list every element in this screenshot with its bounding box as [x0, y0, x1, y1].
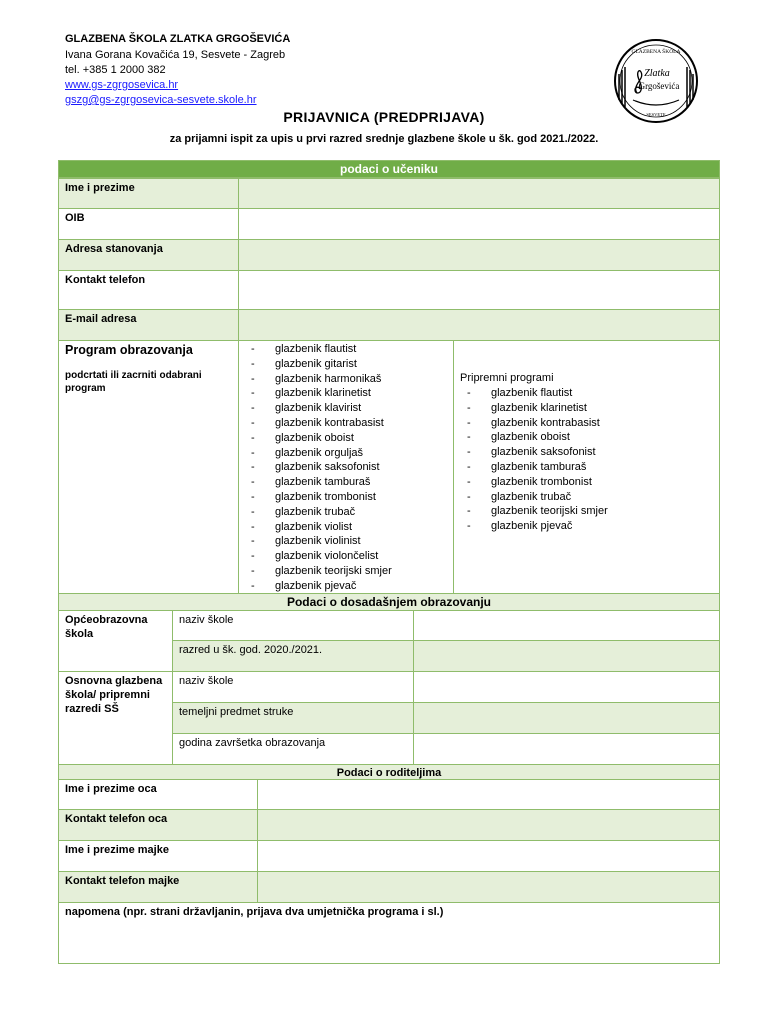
school-address: Ivana Gorana Kovačića 19, Sesvete - Zagreb	[65, 49, 286, 61]
bullet-dash: -	[251, 387, 255, 400]
general-school-label: Općeobrazovna škola	[58, 610, 173, 672]
bullet-dash: -	[467, 446, 471, 459]
prep-program-cell	[453, 340, 720, 594]
mother-phone-label: Kontakt telefon majke	[58, 871, 258, 903]
bullet-dash: -	[251, 416, 255, 429]
program-option-label: glazbenik tamburaš	[491, 460, 587, 473]
logo-name-line1: Zlatka	[644, 68, 670, 79]
oib-field[interactable]	[238, 208, 720, 240]
education-section-heading: Podaci o dosadašnjem obrazovanju	[58, 593, 720, 611]
general-school-name-label: naziv škole	[172, 610, 414, 641]
bullet-dash: -	[251, 357, 255, 370]
program-option-label: glazbenik teorijski smjer	[491, 505, 608, 518]
mother-phone-field[interactable]	[257, 871, 720, 903]
bullet-dash: -	[467, 387, 471, 399]
program-option-label: glazbenik saksofonist	[275, 461, 380, 474]
bullet-dash: -	[251, 520, 255, 533]
bullet-dash: -	[251, 490, 255, 503]
program-option-label: glazbenik harmonikaš	[275, 372, 382, 385]
bullet-dash: -	[251, 505, 255, 518]
general-school-grade-field[interactable]	[413, 640, 720, 672]
program-option-label: glazbenik flautist	[491, 387, 573, 399]
program-option-label: glazbenik trubač	[491, 490, 572, 503]
program-option-label: glazbenik orguljaš	[275, 446, 364, 459]
bullet-dash: -	[467, 431, 471, 444]
prep-heading: Pripremni programi	[460, 372, 554, 384]
mother-name-field[interactable]	[257, 840, 720, 872]
main-subject-field[interactable]	[413, 702, 720, 734]
program-option-label: glazbenik kontrabasist	[275, 416, 384, 429]
bullet-dash: -	[467, 520, 471, 533]
bullet-dash: -	[251, 446, 255, 459]
program-option-label: glazbenik teorijski smjer	[275, 564, 392, 577]
father-phone-field[interactable]	[257, 809, 720, 841]
bullet-dash: -	[251, 372, 255, 385]
note-label: napomena (npr. strani državljanin, prijava dva umjetnička programa i sl.)	[65, 906, 444, 918]
bullet-dash: -	[467, 490, 471, 503]
phone-field[interactable]	[238, 270, 720, 310]
program-hint: podcrtati ili zacrniti odabrani program	[65, 370, 202, 394]
bullet-dash: -	[251, 564, 255, 577]
bullet-dash: -	[251, 535, 255, 548]
school-name: GLAZBENA ŠKOLA ZLATKA GRGOŠEVIĆA	[65, 33, 291, 45]
email-label: E-mail adresa	[58, 309, 239, 341]
year-completed-label: godina završetka obrazovanja	[172, 733, 414, 765]
bullet-dash: -	[467, 460, 471, 473]
bullet-dash: -	[251, 550, 255, 563]
address-field[interactable]	[238, 239, 720, 271]
program-option-label: glazbenik trombonist	[275, 490, 376, 503]
program-option-label: glazbenik oboist	[275, 431, 354, 444]
general-school-name-field[interactable]	[413, 610, 720, 641]
program-option-label: glazbenik klarinetist	[275, 387, 371, 400]
form-subtitle: za prijamni ispit za upis u prvi razred srednje glazbene škole u šk. god 2021./2022.	[169, 133, 599, 145]
year-completed-field[interactable]	[413, 733, 720, 765]
program-option-label: glazbenik klarinetist	[491, 401, 587, 414]
oib-label: OIB	[58, 208, 239, 240]
logo-name-line2: Grgoševića	[638, 81, 680, 91]
email-link[interactable]: gszg@gs-zgrgosevica-sesvete.skole.hr	[65, 94, 257, 106]
website-link[interactable]: www.gs-zgrgosevica.hr	[65, 79, 179, 91]
program-label: Program obrazovanja	[65, 343, 193, 357]
bullet-dash: -	[251, 343, 255, 355]
music-school-label: Osnovna glazbena škola/ pripremni razredi SŠ	[58, 671, 173, 765]
bullet-dash: -	[251, 579, 255, 592]
bullet-dash: -	[467, 416, 471, 429]
program-option-label: glazbenik klavirist	[275, 402, 362, 415]
program-option-label: glazbenik pjevač	[275, 579, 357, 592]
parents-section-heading: Podaci o roditeljima	[58, 764, 720, 780]
program-option-label: glazbenik trubač	[275, 505, 356, 518]
bullet-dash: -	[251, 402, 255, 415]
phone-label: Kontakt telefon	[58, 270, 239, 310]
bullet-dash: -	[251, 431, 255, 444]
father-name-field[interactable]	[257, 779, 720, 810]
form-title: PRIJAVNICA (PREDPRIJAVA)	[283, 109, 485, 125]
bullet-dash: -	[467, 401, 471, 414]
name-field[interactable]	[238, 178, 720, 209]
program-option-label: glazbenik kontrabasist	[491, 416, 600, 429]
music-school-name-label: naziv škole	[172, 671, 414, 703]
program-option-label: glazbenik tamburaš	[275, 476, 371, 489]
email-field[interactable]	[238, 309, 720, 341]
program-option-label: glazbenik pjevač	[491, 520, 573, 533]
bullet-dash: -	[251, 476, 255, 489]
program-option-label: glazbenik oboist	[491, 431, 570, 444]
father-phone-label: Kontakt telefon oca	[58, 809, 258, 841]
logo-bottom-text: SESVETE	[646, 112, 666, 117]
program-option-label: glazbenik violinist	[275, 535, 361, 548]
mother-name-label: Ime i prezime majke	[58, 840, 258, 872]
address-label: Adresa stanovanja	[58, 239, 239, 271]
bullet-dash: -	[467, 505, 471, 518]
program-option-label: glazbenik saksofonist	[491, 446, 596, 459]
bullet-dash: -	[251, 461, 255, 474]
general-school-grade-label: razred u šk. god. 2020./2021.	[172, 640, 414, 672]
music-school-name-field[interactable]	[413, 671, 720, 703]
student-section-heading: podaci o učeniku	[58, 160, 720, 178]
program-list-cell	[238, 340, 454, 594]
main-subject-label: temeljni predmet struke	[172, 702, 414, 734]
bullet-dash: -	[467, 475, 471, 488]
program-label-cell	[58, 340, 239, 594]
school-phone: tel. +385 1 2000 382	[65, 64, 166, 76]
program-option-label: glazbenik trombonist	[491, 475, 592, 488]
father-name-label: Ime i prezime oca	[58, 779, 258, 810]
program-option-label: glazbenik flautist	[275, 343, 357, 355]
program-option-label: glazbenik violist	[275, 520, 353, 533]
note-field[interactable]	[58, 902, 720, 964]
program-option-label: glazbenik gitarist	[275, 357, 357, 370]
logo-top-text: GLAZBENA ŠKOLA	[631, 49, 681, 55]
program-option-label: glazbenik violončelist	[275, 550, 379, 563]
name-label: Ime i prezime	[58, 178, 239, 209]
